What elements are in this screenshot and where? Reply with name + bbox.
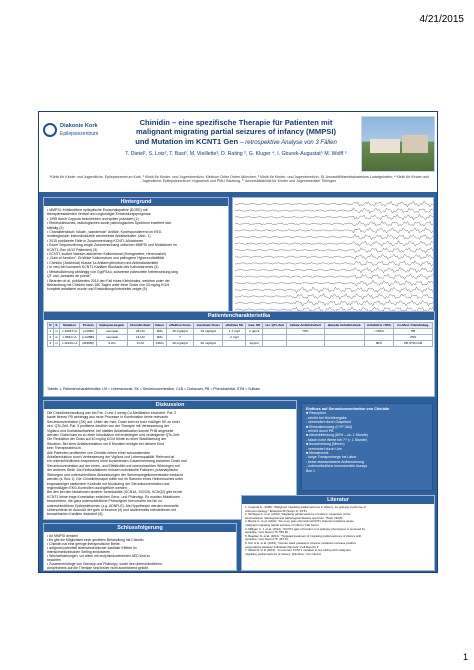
eeg-channel-trace (235, 294, 433, 300)
text-line: Die Reduktion der Dosis auf 40 mg/kg KG/d führte zu einer Stabilisierung der (47, 437, 167, 442)
eeg-channel-trace (235, 254, 433, 260)
text-line: der anderen Seite. Als Einflussfaktoren müssen individuelle Faktoren, präanalytische (47, 468, 179, 473)
table-header-cell: effektive SK (223, 323, 246, 329)
text-line: - erhöht bei Nüchterngabe (306, 415, 347, 420)
table-row (48, 341, 433, 347)
table-cell: 14 LM (127, 335, 153, 341)
table-cell: 9 LM (127, 341, 153, 347)
text-line: KCNT1 keine enge Korrelation zwischen Geno- und Phänotyp. Es wurden Mutationen (47, 494, 180, 499)
text-line: - keine standardisierte Aufbewahrung (306, 459, 364, 464)
table-cell (286, 341, 324, 347)
table-header-cell: aktuelle Anfallsfreiheit (324, 323, 364, 329)
text-line: 6. Kim G.E. et al. (2014). "Human slack potassium channel mutations increase positive (245, 540, 356, 545)
table-header-cell: Epilepsie-beginn (97, 323, 128, 329)
table-cell: neonatal (97, 329, 128, 335)
text-line: • 2015 publizierte Fälle in Zusammenhang KCNT1-Mutationen (47, 238, 144, 243)
table-cell: 26 LM (127, 329, 153, 335)
table-cell: w (55, 335, 58, 339)
eeg-channel-trace (235, 274, 433, 280)
text-line: • „Gain of function": Erhöhter Kaliumstrom und pathogene Hyperexzitabilität (47, 256, 164, 261)
table-cell (263, 341, 287, 347)
table-cell: neonatal (97, 335, 128, 341)
literatur-panel (241, 495, 435, 571)
table-cell: 60 mg/kg/d (194, 341, 223, 347)
table-footnote (47, 387, 433, 396)
building-shape (402, 135, 428, 153)
text-line: - unterschiedliche kommerzielle Assays (306, 464, 368, 469)
text-line: • Elektroklinisches, radiologisches sowie pathologisches Spektrum erweitert sich (47, 221, 172, 226)
table-header-cell: maximale Dosis (194, 323, 223, 329)
table-cell: 2 µg/ml (246, 329, 263, 335)
text-line: unknown etiology." Epilepsia 36 (Suppl 1): 45 51 (245, 508, 307, 513)
schlussfolgerung-title: Schlussfolgerung (44, 524, 236, 532)
text-line: • Zusammenhänge von Genotyp und Phänotyp, sowie des unterschiedlichen (47, 562, 162, 566)
eeg-channel-trace (235, 300, 433, 306)
text-line: Box 1 (306, 468, 315, 473)
title-line1: Chinidin – eine spezifische Therapie für Patienten mit (139, 118, 333, 127)
table-cell: p.I335N (80, 329, 97, 335)
text-line: • In vitro bei humanen KCNT1 Kanälen Blockade des Kaliumstromes (4) (47, 265, 159, 270)
table-cell: ? (166, 335, 193, 341)
table-header-cell: Anfallsfrei >50% (364, 323, 394, 329)
text-line: 3. Barcia G. et al. (2012). "De novo gain-of-function KCNT1 channel mutations cause (245, 519, 354, 524)
text-line: cooperativity between individual channels" Cell Reports 9 (245, 544, 319, 549)
building-shape (370, 139, 400, 153)
text-line: ■ Messtechnik (306, 451, 329, 456)
text-line: • Metabolisierung abhängig von CypP3A4, schwerste potenzielle Nebenwirkung lang (47, 269, 178, 274)
text-line: • 1995 durch Coppola beschrieben und später präzisiert (1) (47, 216, 139, 221)
text-line: 7. Mikati M. et al (2015). "A recurrent KCNT1 mutation in two sibling with malignant (245, 548, 351, 553)
table-cell: 1 (48, 329, 54, 335)
text-line: Unterschiede im Ausmaß der gain of function (4) und andererseits Interaktionen mit (47, 507, 176, 512)
eeg-channel-trace (235, 234, 433, 239)
table-cell: 8Mo (153, 329, 166, 335)
text-line: • Exom Sequenzierung zeigte Zusammenhang zwischen MMPSI und Mutationen im (47, 243, 177, 248)
table-header-cell: Dauer (153, 323, 166, 329)
text-line: werden. Dabei kam es zu einer Intoxikation mit erniedrigter und verlängerter QTc-Zeit. (47, 433, 180, 438)
table-cell: 75% (286, 329, 324, 335)
table-cell: p.G288S (80, 335, 97, 341)
eeg-channel-trace (235, 280, 433, 286)
text-line: • Chinidin (Jodchinat) Klasse 1a Antiarrhythmikum und Antimalariamittel (47, 260, 158, 265)
text-line: • Chinidin hat eine geringe therapeutische Breite. (47, 542, 121, 546)
text-line: QT und „torsades de pointe" (47, 274, 91, 279)
text-line: 2. McTague A. et al. (2013). "Migrating partial seizures of infancy: expansion of the (245, 512, 351, 517)
literatur-text (245, 506, 433, 570)
text-line: baute binnen PB abhängig aus neue Prozesse in Kombination keine relevante (47, 415, 169, 420)
table-cell: 40 mg/kg/d (166, 341, 193, 347)
text-line: KCNT1-Gen (6/12 Patienten) (3) (47, 247, 98, 252)
eeg-channel-trace (235, 221, 433, 226)
text-line: unterschiedlichen Epilepsieformen (z.g. ADNFLE). Als Hypothesen werden einerseits (47, 503, 179, 508)
table-cell: m (55, 341, 58, 345)
table-cell: 33 mg/kg/d (194, 329, 223, 335)
text-line: • Charakteristisch: fokale, „wandernde" Anfälle, Korrespondierend im EEG (47, 230, 162, 235)
table-cell: 16Mo (153, 341, 166, 347)
footnote-text: Tabelle 1: Patientencharakteristika; LM = Lebensmonat, SK = Serumkonzentration, CLB = Clobazam, PB = Phenobarbital, STM = Sultiam (47, 387, 260, 391)
table-cell: 9 Wo (97, 341, 128, 347)
table-cell: <=50% (364, 329, 394, 335)
table-header-cell: N (49, 323, 52, 327)
eeg-channel-trace (235, 261, 433, 266)
eeg-channel-trace (235, 241, 433, 247)
text-line: Behandlung mit Chinidin nach 180 Tagen unter einer Dosis von 33 mg/kg KG/d (47, 282, 170, 287)
title-line2: malignant migrating partial seizures of infancy (MMPSI) (136, 127, 336, 137)
table-cell: c.862G>A (59, 335, 79, 341)
text-line: Serumkonzentration (SK) auf. Unter der max. Dosis kam es trotz mäßiger SK zu einer (47, 419, 180, 424)
text-line: Bei den bei den Mutationen anderer Ionenkanäle (SCN1A, SCN2A, KCNQ2) gibt es bei (47, 490, 183, 495)
table-cell: ZNS (394, 335, 433, 341)
text-line: • aufgrund potentiell lebensbedrohlicher kardialer Effekte im (47, 546, 137, 550)
table-cell: 30 mg/kg/d (166, 329, 193, 335)
table-cell: c.1193G>A (59, 341, 79, 347)
table-cell: 2 (48, 335, 54, 341)
text-line: Die Chinidinbehandlung war bei Pat. 2 und 3 wenig Co-Medikation erscheint. Pat. 2 (47, 411, 177, 415)
eeg-channel-trace (235, 201, 433, 207)
logo-line2: Epilepsiezentrum (60, 131, 99, 137)
eeg-channel-trace (235, 248, 433, 253)
text-line: therapieresistenten Verlauf und ungünstiger Entwicklungsprognose (47, 212, 151, 217)
text-line: • KCNT1 kodiert Natrium-aktivierten Kaliumkanal (Homgewebe, Herzmuskel) (47, 252, 166, 257)
text-line: • Es gibt die Möglichkeit einer gezielten Behandlung mit Chinidin. (47, 538, 145, 542)
building-photo (361, 116, 435, 172)
patient-table (47, 322, 433, 347)
text-line: komplett anfallsfrei wurde und Entwicklungsfortschritte zeigte (5) (47, 287, 147, 292)
text-line: Intensivmedizinischen Setting eindosieren (47, 550, 111, 554)
hintergrund-title: Hintergrund (44, 198, 228, 206)
table-cell: m (55, 329, 58, 333)
title-note: – retrospektive Analyse von 3 Fällen (240, 139, 337, 146)
affiliations: ¹Klinik für Kinder und Jugendliche, Epilepsiezentrum Kork, ² Klinik für Kinder- und Jugendmedizin, Klinikum Ortler Orden München, ³ Klinik für Kinder- und Jugendmedizin, St. Annastift/Hannibalzweckes Ludwigshafen, ⁴ Klinik für Kinder und Jugendliche, Epilepsiezentrum Vogtareuth und PMU Salzburg, ⁵ Universitätsklinik für Kinder und Jugendmedizin Tübingen (49, 175, 429, 184)
text-line: ■ Albuminbindung (80% – ca. 1 Stunde) (306, 433, 368, 438)
text-line: - erhöht durch PB (306, 429, 334, 434)
patient-table-panel (43, 311, 435, 397)
text-line: electroclinical, radiological and pathological disease spectrum." Brain 136(5) (245, 515, 343, 520)
table-header-cell: Mutation (59, 323, 79, 329)
table-header-cell: max. SK (246, 323, 263, 329)
text-line: - falsch hohe Werte bei ?? (≈ 1 Stunde) (306, 437, 368, 442)
table-cell: 2 mg/l (223, 335, 246, 341)
text-line: ein unterschiedliches Ansprechen ohne konsistenten Zusammenhang zwischen Dosis und (47, 459, 187, 464)
table-cell (324, 341, 364, 347)
text-line: kein Therapieabbruch. (47, 446, 82, 451)
table-header-row (48, 323, 433, 329)
text-line: • Wechselwirkungen, vor allem mit enzyminduzierenden AED sind zu (47, 554, 151, 558)
text-line: - vermindert durch Grapefruit (306, 420, 351, 425)
poster-header (39, 112, 438, 192)
text-line: ■ Resorption (306, 411, 327, 416)
text-line: - lange Transportwege ins Labor (306, 455, 357, 460)
text-line: Serumkonzentration auf der einen, und Effektivität und unerwünschten Wirkungen auf (47, 463, 180, 468)
text-line: werden (s. Box 1). Die Chinidintherapie sollte nur im Rahmen eines Heilversuches unter (47, 477, 184, 482)
text-line: engmaschiger stationärer Kontrolle mit Monitoring der Serumkonzentration und (47, 481, 170, 486)
text-line: ■ Ausscheidung (Nieren) (306, 442, 345, 447)
text-line: Störungen und unterschiedliche Abweichungen der Serumspiegelkonzentration bedacht (47, 472, 183, 477)
table-cell: pR398Q (80, 341, 97, 347)
table-cell: PB,STM,CLB (394, 341, 433, 347)
table-cell: 3 (48, 341, 54, 347)
text-line: Alle Patienten profitierten von Chinidin neben einer schwankenden (47, 450, 151, 455)
text-line: • An MMPSI denken! (47, 534, 79, 538)
text-line: verl. QTc-Zeit. Pat. 3 profitierte deutlich von der Therapie mit Verbesserung der (47, 424, 170, 429)
eeg-channel-trace (235, 208, 433, 214)
text-line: quinidine." Ann Neurol 76: 457 61 (245, 537, 288, 542)
text-line: 4. Milligan C. J. et al. (2014). "KCNT1 gain of function in 2 epilepsy phenotypes is reversed by (245, 526, 365, 531)
diskussion-title: Diskussion (44, 401, 296, 409)
text-line: regelmäßigen EKG-Kontrollen durchgeführt werden. (47, 485, 128, 490)
table-cell: 9Mo (153, 335, 166, 341)
eeg-channel-trace (235, 214, 433, 220)
literatur-title: Literatur (242, 496, 434, 504)
table-header-cell: ver. QTc-Zeit (263, 323, 287, 329)
eeg-channel-trace (235, 267, 433, 273)
text-line: beschrieben, die ganz unterschiedliche Phänotypen hervorrufen bis hin zu (47, 499, 162, 504)
table-header-cell: Chinidin-Start (127, 323, 153, 329)
logo-line1: Diakonie Kork (60, 123, 98, 129)
text-line: beachten (47, 558, 61, 562)
einfluss-list (306, 411, 430, 473)
page-number: 1 (462, 652, 468, 662)
text-line: benachbarten Kanälen diskutiert (6). (47, 512, 104, 517)
text-line: ständig (2) (47, 225, 64, 230)
text-line: ■ Eliminationsweg (CYP 3A4) (306, 424, 353, 429)
diakonie-kork-logo (43, 121, 113, 145)
text-line: Vigilanz und Kontaktaufnahme, bei stabiler Anfallssituation konnte PHB abgesetzt (47, 428, 174, 433)
table-cell: PB (394, 329, 433, 335)
text-line: Situation. Bei einer Anfallsreduktion um 8 Monaten erfolgte bei diesem Kind (47, 441, 164, 446)
text-line: - vermindert durch Urin (306, 446, 342, 451)
table-cell (223, 341, 246, 347)
text-line: Anfallsreduktion durch Verbesserung der Vigilanz und Lebensqualität. Relevant ist (47, 455, 175, 460)
title-line3: und Mutation im KCNT1 Gen (135, 136, 239, 146)
table-header-cell: S (53, 323, 59, 329)
einfluss-text (306, 407, 430, 489)
poster (38, 111, 438, 573)
authors: T. Dietel¹, S. Lotz², T. Bast¹, M. Vieillette³, D. Rating ², G. Kluger ⁴, I. Gburek-Augustat⁵ M. Wolff ⁵ (125, 151, 347, 158)
schlussfolgerung-text (47, 534, 235, 571)
text-line: • Bearden et al. publizierten 2014 den Fall eines Kleinkindes, welches unter der (47, 278, 170, 283)
table-cell: 2µg/ml (246, 341, 263, 347)
einfluss-box (301, 403, 433, 491)
eeg-channel-trace (235, 228, 433, 234)
table-header-cell: Co-Med. Chinidinbeg. (394, 323, 433, 329)
table-cell: 1,7 mg/l (223, 329, 246, 335)
table-cell: c.1004T>A (59, 329, 79, 335)
text-line: migrating partial seizures of infancy. Quinidine." Ann Neurol (245, 551, 321, 556)
page-date: 4/21/2015 (419, 14, 464, 25)
text-line: 5. Bearden D. et al. (2014). "Targeted treatment of migrating partial seizures of infancy with (245, 533, 362, 538)
text-line: Ansprechens auf die Therapie sind bisher nicht ausreichend geklärt. (47, 566, 150, 570)
table-cell: 80% (364, 341, 394, 347)
text-line: quinidine." Ann Neurol 75: 581 90 (245, 530, 288, 535)
poster-title (117, 118, 355, 174)
table-header-cell: initiale Anfallsfreiheit (286, 323, 324, 329)
text-line: malignant migrating partial seizures of infancy" Nat Genet (245, 522, 319, 527)
logo-mark-icon (43, 123, 57, 137)
title-line3-wrap (117, 137, 355, 148)
patients-title: Patientencharakteristika (44, 312, 434, 320)
schlussfolgerung-panel (43, 523, 237, 571)
text-line: 1. Coppola G. (1995). "Malignant migrating partial seizures in infancy: an epilepsy syndrome of (245, 506, 367, 509)
text-line: • MMPSI: frühkindliche epileptische Enzephalopathie (EOEE) mit (47, 208, 148, 212)
table-header-cell: Protein (80, 323, 97, 329)
einfluss-title: Einfluss auf Serumkonzentration von Chinidin (306, 407, 390, 411)
text-line: multiregionale, interindividuelle wechselnde Anfallsmuster. (Abb. 1) (47, 234, 151, 239)
eeg-channel-trace (235, 287, 433, 293)
table-header-cell: effektive Dosis (166, 323, 193, 329)
